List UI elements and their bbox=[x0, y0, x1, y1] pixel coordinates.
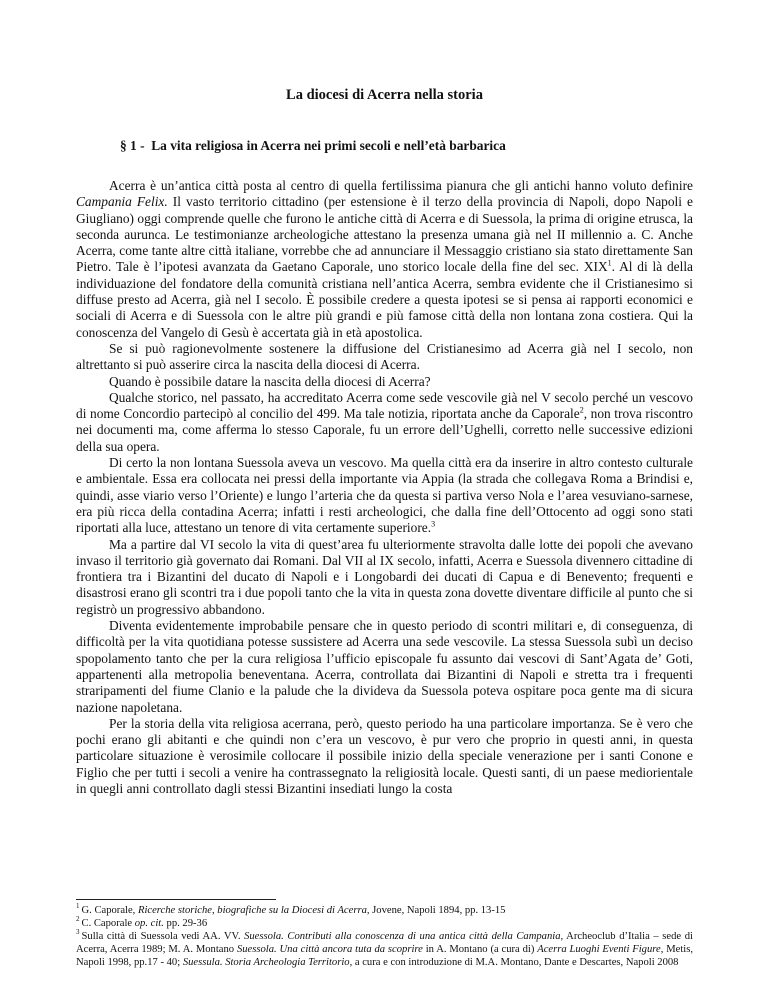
paragraph-3: Quando è possibile datare la nascita della diocesi di Acerra? bbox=[109, 373, 431, 389]
footnote-1: $^1$ G. Caporale, Ricerche storiche, biografiche su la Diocesi di Acerra, Jovene, Napoli 1894, pp. 13-15 bbox=[76, 902, 506, 916]
paragraph-4: Qualche storico, nel passato, ha accreditato Acerra come sede vescovile già nel V secolo perché un vescovo di nome Concordio partecipò al concilio del 499. Ma tale notizia, riportata anche da Caporale$^2$, non trova riscontro nei documenti ma, come afferma lo stesso Caporale, fu un errore dell’Ughelli, corretto nelle successive edizioni della sua opera. bbox=[76, 389, 694, 454]
footnote-separator bbox=[76, 899, 276, 900]
footnote-2: $^2$ C. Caporale op. cit. pp. 29-36 bbox=[76, 915, 208, 929]
document-title: La diocesi di Acerra nella storia bbox=[286, 87, 483, 103]
footnote-ref-1[interactable]: 1 bbox=[607, 259, 612, 269]
paragraph-8: Per la storia della vita religiosa acerrana, però, questo periodo ha una particolare importanza. Se è vero che pochi erano gli abitanti e che quindi non c’era un vescovo, è pur vero che proprio in questi anni, in questa particolare situazione è verosimile collocare il possibile inizio della speciale venerazione per i santi Conone e Figlio che per tutti i secoli a venire ha contrassegnato la religiosità locale. Questi santi, di un paese mediorientale in quegli anni controllato dagli stessi Bizantini insediati lungo la costa bbox=[76, 715, 693, 796]
paragraph-2: Se si può ragionevolmente sostenere la diffusione del Cristianesimo ad Acerra già nel I secolo, non altrettanto si può asserire circa la nascita della diocesi di Acerra. bbox=[76, 340, 693, 373]
footnote-3: $^3$ Sulla città di Suessola vedi AA. VV. Suessola. Contributi alla conoscenza di una antica città della Campania, Archeoclub d’Italia – sede di Acerra, Acerra 1989; M. A. Montano Suessola. Una città ancora tuta da scoprire in A. Montano (a cura di) Acerra Luoghi Eventi Figure, Metis, Napoli 1998, pp.17 - 40; Suessula. Storia Archeologia Territorio, a cura e con introduzione di M.A. Montano, Dante e Descartes, Napoli 2008 bbox=[76, 928, 693, 968]
paragraph-7: Diventa evidentemente improbabile pensare che in questo periodo di scontri militari e, di conseguenza, di difficoltà per la vita quotidiana potesse sussistere ad Acerra una sede vescovile. La stessa Suessola subì un deciso spopolamento tanto che per la cura religiosa l’ufficio episcopale fu assunto dai vescovi di Sant’Agata de’ Goti, appartenenti alla metropolia beneventana. Acerra, controllata dai Bizantini di Napoli e stretta tra i frequenti straripamenti del fiume Clanio e la palude che la divideva da Suessola poteva ospitare poca gente ma di sicura nazione napoletana. bbox=[76, 618, 693, 715]
footnote-ref-2[interactable]: 2 bbox=[579, 405, 584, 415]
footnote-ref-3[interactable]: 3 bbox=[431, 519, 436, 529]
paragraph-5: Di certo la non lontana Suessola aveva un vescovo. Ma quella città era da inserire in altro contesto culturale e ambientale. Essa era collocata nei pressi della importante via Appia (la strada che collegava Roma a Brindisi e, quindi, asse viario verso l’Oriente) e lungo l’arteria che da questa si partiva verso Nola e l’area vesuviano-sarnese, era più ricca della contadina Acerra; infatti i resti archeologici, che dalla fine dell’Ottocento ad oggi sono stati riportati alla luce, attestano un tenore di vita certamente superiore.$^3$ bbox=[76, 455, 693, 536]
document-body bbox=[76, 178, 693, 797]
paragraph-1: Acerra è un’antica città posta al centro di quella fertilissima pianura che gli antichi hanno voluto definire Campania Felix. Il vasto territorio cittadino (per estensione è il terzo della provincia di Napoli, dopo Napoli e Giugliano) oggi comprende quelle che furono le antiche città di Acerra e di Suessola, la prima di origine etrusca, la seconda aurunca. Le testimonianze archeologiche attestano la presenza umana già nel II millennio a. C. Anche Acerra, come tante altre città italiane, vorrebbe che ad annunciare il Messaggio cristiano sia stato direttamente San Pietro. Tale è l’ipotesi avanzata da Gaetano Caporale, uno storico locale della fine del sec. XIX$^1$. Al di là della individuazione del fondatore della comunità cristiana nell’antica Acerra, sembra evidente che il Cristianesimo si diffuse presto ad Acerra, già nel I secolo. È possibile credere a questa ipotesi se si pensa ai rapporti economici e sociali di Acerra e di Suessola con le altre più grandi e più famose città della non lontana zona costiera. Qui la conoscenza del Vangelo di Gesù è accertata già in età apostolica. bbox=[76, 178, 694, 340]
italic-term: Campania Felix. bbox=[76, 194, 168, 210]
section-heading bbox=[120, 138, 693, 154]
section-title: La vita religiosa in Acerra nei primi secoli e nell’età barbarica bbox=[151, 138, 506, 153]
paragraph-6: Ma a partire dal VI secolo la vita di quest’area fu ulteriormente stravolta dalle lotte dei popoli che avevano invaso il territorio già governato dai Romani. Dal VII al IX secolo, infatti, Acerra e Suessola divennero cittadine di frontiera tra i Bizantini del ducato di Napoli e i Longobardi dei ducati di Capua e di Benevento; frequenti e disastrosi erano gli scontri tra i due popoli tanto che la vita in questa zona dovette diventare difficile al punto che si registrò un progressivo abbandono. bbox=[76, 536, 693, 617]
footnotes bbox=[76, 904, 693, 969]
section-marker: § 1 - bbox=[120, 138, 145, 153]
